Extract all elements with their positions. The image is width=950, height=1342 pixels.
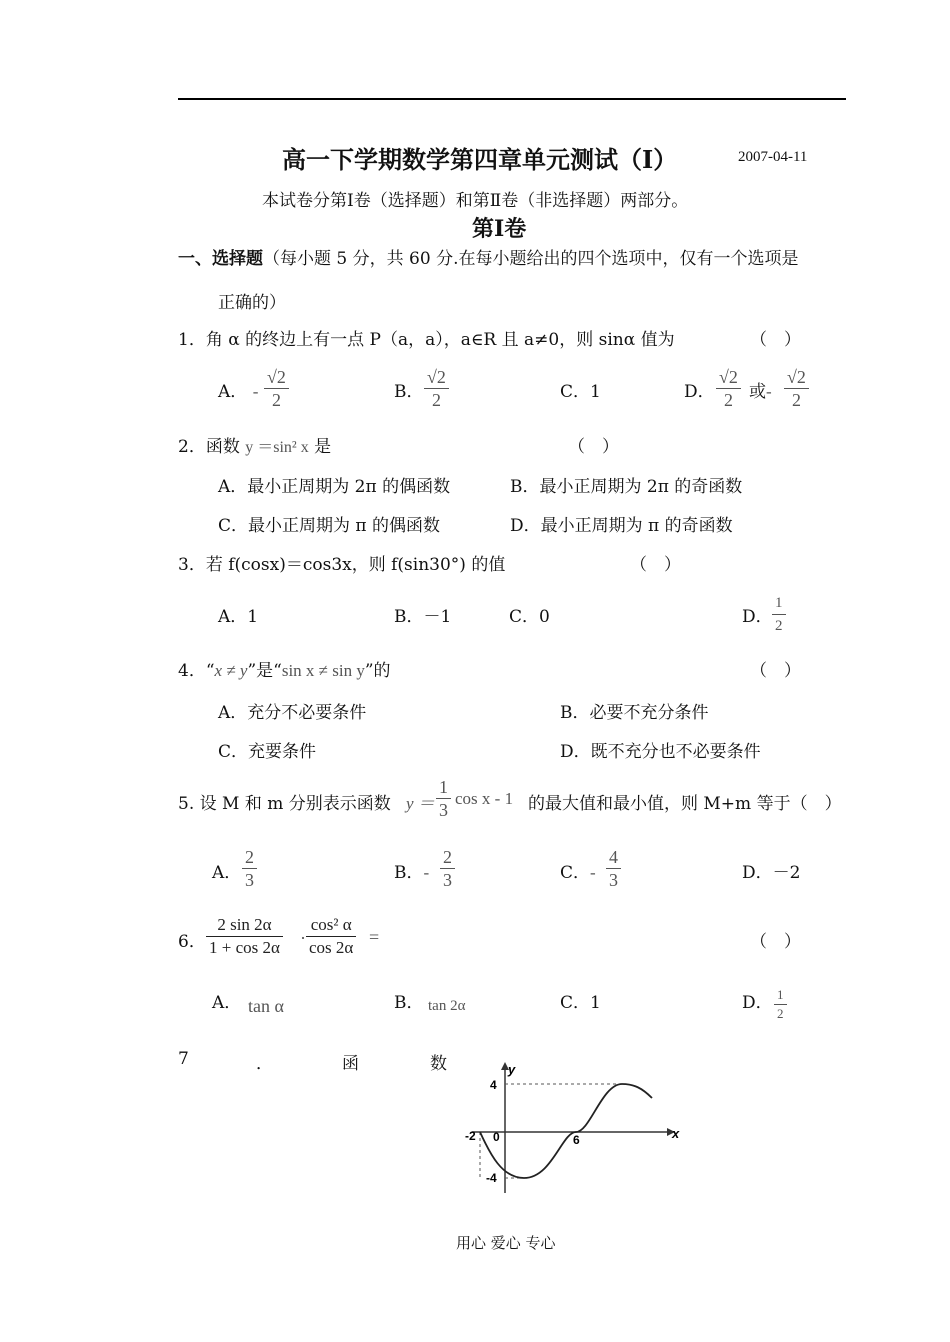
date: 2007-04-11 xyxy=(738,149,808,165)
y-max-label: 4 xyxy=(490,1078,497,1092)
q4-option-c: C．充要条件 xyxy=(218,742,317,762)
q5-y: y ＝ xyxy=(406,794,435,813)
q3-stem: 3．若 f(cosx)＝cos3x，则 f(sin30°) 的值 xyxy=(178,555,506,575)
q6-option-d: D． xyxy=(742,993,773,1013)
q1-a-neg: - xyxy=(252,382,259,401)
q5-option-b xyxy=(394,858,429,883)
q1-a-num: √2 xyxy=(264,366,289,389)
q4-option-d: D．既不充分也不必要条件 xyxy=(560,742,761,762)
q2-tail: 是 xyxy=(314,437,332,457)
q4-stem-a: 4．“ xyxy=(178,661,215,681)
q5-option-a: A． xyxy=(212,863,242,883)
q6-option-b: B． xyxy=(394,993,424,1013)
q3-paren: （ ） xyxy=(630,555,681,575)
q1-option-a xyxy=(218,377,258,402)
y-min-label: -4 xyxy=(486,1171,497,1185)
q6-dot: · xyxy=(300,928,306,948)
q5-den: 3 xyxy=(439,800,448,820)
sine-curve xyxy=(480,1084,652,1178)
q6-frac1 xyxy=(206,914,283,959)
q4-paren: （ ） xyxy=(750,661,801,681)
q1-stem: 1．角 α 的终边上有一点 P（a，a），a∈R 且 a≠0，则 sinα 值为 xyxy=(178,330,675,350)
q6-label: 6． xyxy=(178,932,206,952)
q7-word1: 函 xyxy=(342,1054,359,1074)
section-desc: （每小题 5 分，共 60 分.在每小题给出的四个选项中，仅有一个选项是 xyxy=(263,249,799,269)
q6-d-den: 2 xyxy=(777,1006,784,1021)
q6-f1-den: 1 + cos 2α xyxy=(209,938,280,957)
q6-f2-den: cos 2α xyxy=(309,938,354,957)
section-desc-2: 正确的） xyxy=(218,293,286,313)
q5-frac xyxy=(436,776,451,821)
q5-a-num: 2 xyxy=(242,846,257,869)
q5-stem-a: 5. 设 M 和 m 分别表示函数 xyxy=(178,794,391,814)
q2-option-b: B．最小正周期为 2π 的奇函数 xyxy=(510,477,743,497)
q1-a-frac xyxy=(264,366,289,411)
q6-frac2 xyxy=(306,914,356,959)
q4-option-a: A．充分不必要条件 xyxy=(218,703,367,723)
q3-d-den: 2 xyxy=(775,618,783,634)
q5-c-label: C． xyxy=(560,863,591,883)
q2-option-c: C．最小正周期为 π 的偶函数 xyxy=(218,516,440,536)
q5-c-den: 3 xyxy=(609,870,618,890)
q1-b-frac xyxy=(424,366,449,411)
q6-option-a: A． xyxy=(212,993,242,1013)
q5-tail-expr: cos x - 1 xyxy=(455,789,514,808)
sine-graph xyxy=(462,1058,694,1198)
q1-b-num: √2 xyxy=(424,366,449,389)
q6-d-frac xyxy=(774,986,787,1023)
q1-paren: （ ） xyxy=(750,330,801,350)
q4-stem xyxy=(178,656,391,681)
page-title: 高一下学期数学第四章单元测试（Ⅰ） xyxy=(282,145,678,174)
q3-d-frac xyxy=(772,592,786,637)
q1-d-or-text: 或 xyxy=(749,382,766,402)
q2-option-d: D．最小正周期为 π 的奇函数 xyxy=(510,516,733,536)
q2-stem-text: 2．函数 xyxy=(178,437,240,457)
x-axis-label: x xyxy=(672,1126,680,1141)
q1-option-d: D． xyxy=(684,382,715,402)
q6-f1-num: 2 sin 2α xyxy=(206,914,283,937)
q5-option-c xyxy=(560,858,596,883)
q1-b-den: 2 xyxy=(431,390,441,410)
section-label: 一、选择题 xyxy=(178,249,263,269)
q1-d-num2: √2 xyxy=(784,366,809,389)
q2-stem xyxy=(178,432,331,457)
q1-option-c: C．1 xyxy=(560,382,601,402)
q5-option-d: D．－2 xyxy=(742,863,801,883)
q7-number: 7 xyxy=(178,1049,189,1069)
q5-b-frac xyxy=(440,846,455,891)
q5-c-neg: - xyxy=(590,863,596,882)
q5-a-frac xyxy=(242,846,257,891)
q1-a-label: A． xyxy=(218,382,248,402)
q1-option-b: B． xyxy=(394,382,424,402)
x-left-label: -2 xyxy=(465,1129,476,1143)
q1-d-den2: 2 xyxy=(791,390,801,410)
q6-eq: = xyxy=(369,927,380,947)
q6-option-c: C．1 xyxy=(560,993,601,1013)
y-axis-label: y xyxy=(508,1062,516,1077)
header-rule xyxy=(178,98,846,100)
q6-d-num: 1 xyxy=(774,986,787,1005)
q6-b-expr: tan 2α xyxy=(428,998,466,1014)
q2-paren: （ ） xyxy=(568,437,619,457)
q7-dot: ． xyxy=(256,1054,273,1074)
q5-c-frac xyxy=(606,846,621,891)
q5-b-den: 3 xyxy=(443,870,452,890)
q2-option-a: A．最小正周期为 2π 的偶函数 xyxy=(218,477,451,497)
q3-option-c: C．0 xyxy=(509,607,550,627)
q3-option-d: D． xyxy=(742,607,773,627)
q4-option-b: B．必要不充分条件 xyxy=(560,703,709,723)
subtitle: 本试卷分第Ⅰ卷（选择题）和第Ⅱ卷（非选择题）两部分。 xyxy=(262,191,689,211)
section-heading xyxy=(178,244,798,269)
q6-paren: （ ） xyxy=(750,932,801,952)
q6-a-expr: tan α xyxy=(248,996,284,1016)
q4-expr1: x ≠ y xyxy=(214,661,248,680)
q7-word2: 数 xyxy=(430,1054,447,1074)
q3-option-a: A．1 xyxy=(218,607,259,627)
q1-d-frac1 xyxy=(716,366,741,411)
q1-d-num1: √2 xyxy=(716,366,741,389)
q4-stem-c: ”的 xyxy=(364,661,391,681)
q5-b-neg: - xyxy=(423,863,430,882)
q5-b-num: 2 xyxy=(440,846,455,869)
q6-f2-num: cos² α xyxy=(306,914,356,937)
q1-d-or xyxy=(749,377,772,402)
q2-expr: y ＝sin² x xyxy=(245,439,309,456)
footer: 用心 爱心 专心 xyxy=(456,1234,556,1252)
q1-d-frac2 xyxy=(784,366,809,411)
q4-stem-b: ”是“ xyxy=(247,661,282,681)
q5-c-num: 4 xyxy=(606,846,621,869)
q5-b-label: B． xyxy=(394,863,424,883)
q5-a-den: 3 xyxy=(245,870,254,890)
q5-num: 1 xyxy=(436,776,451,799)
q3-d-num: 1 xyxy=(772,592,786,615)
q1-d-neg: - xyxy=(766,382,772,401)
q5-stem-b: 的最大值和最小值，则 M+m 等于（ ） xyxy=(528,794,842,814)
q1-d-den1: 2 xyxy=(723,390,733,410)
origin-label: 0 xyxy=(493,1130,500,1144)
q1-a-den: 2 xyxy=(271,390,281,410)
q3-option-b: B．－1 xyxy=(394,607,452,627)
part-heading: 第Ⅰ卷 xyxy=(472,216,527,242)
x-zero-label: 6 xyxy=(573,1133,580,1147)
q4-expr2: sin x ≠ sin y xyxy=(281,661,365,680)
